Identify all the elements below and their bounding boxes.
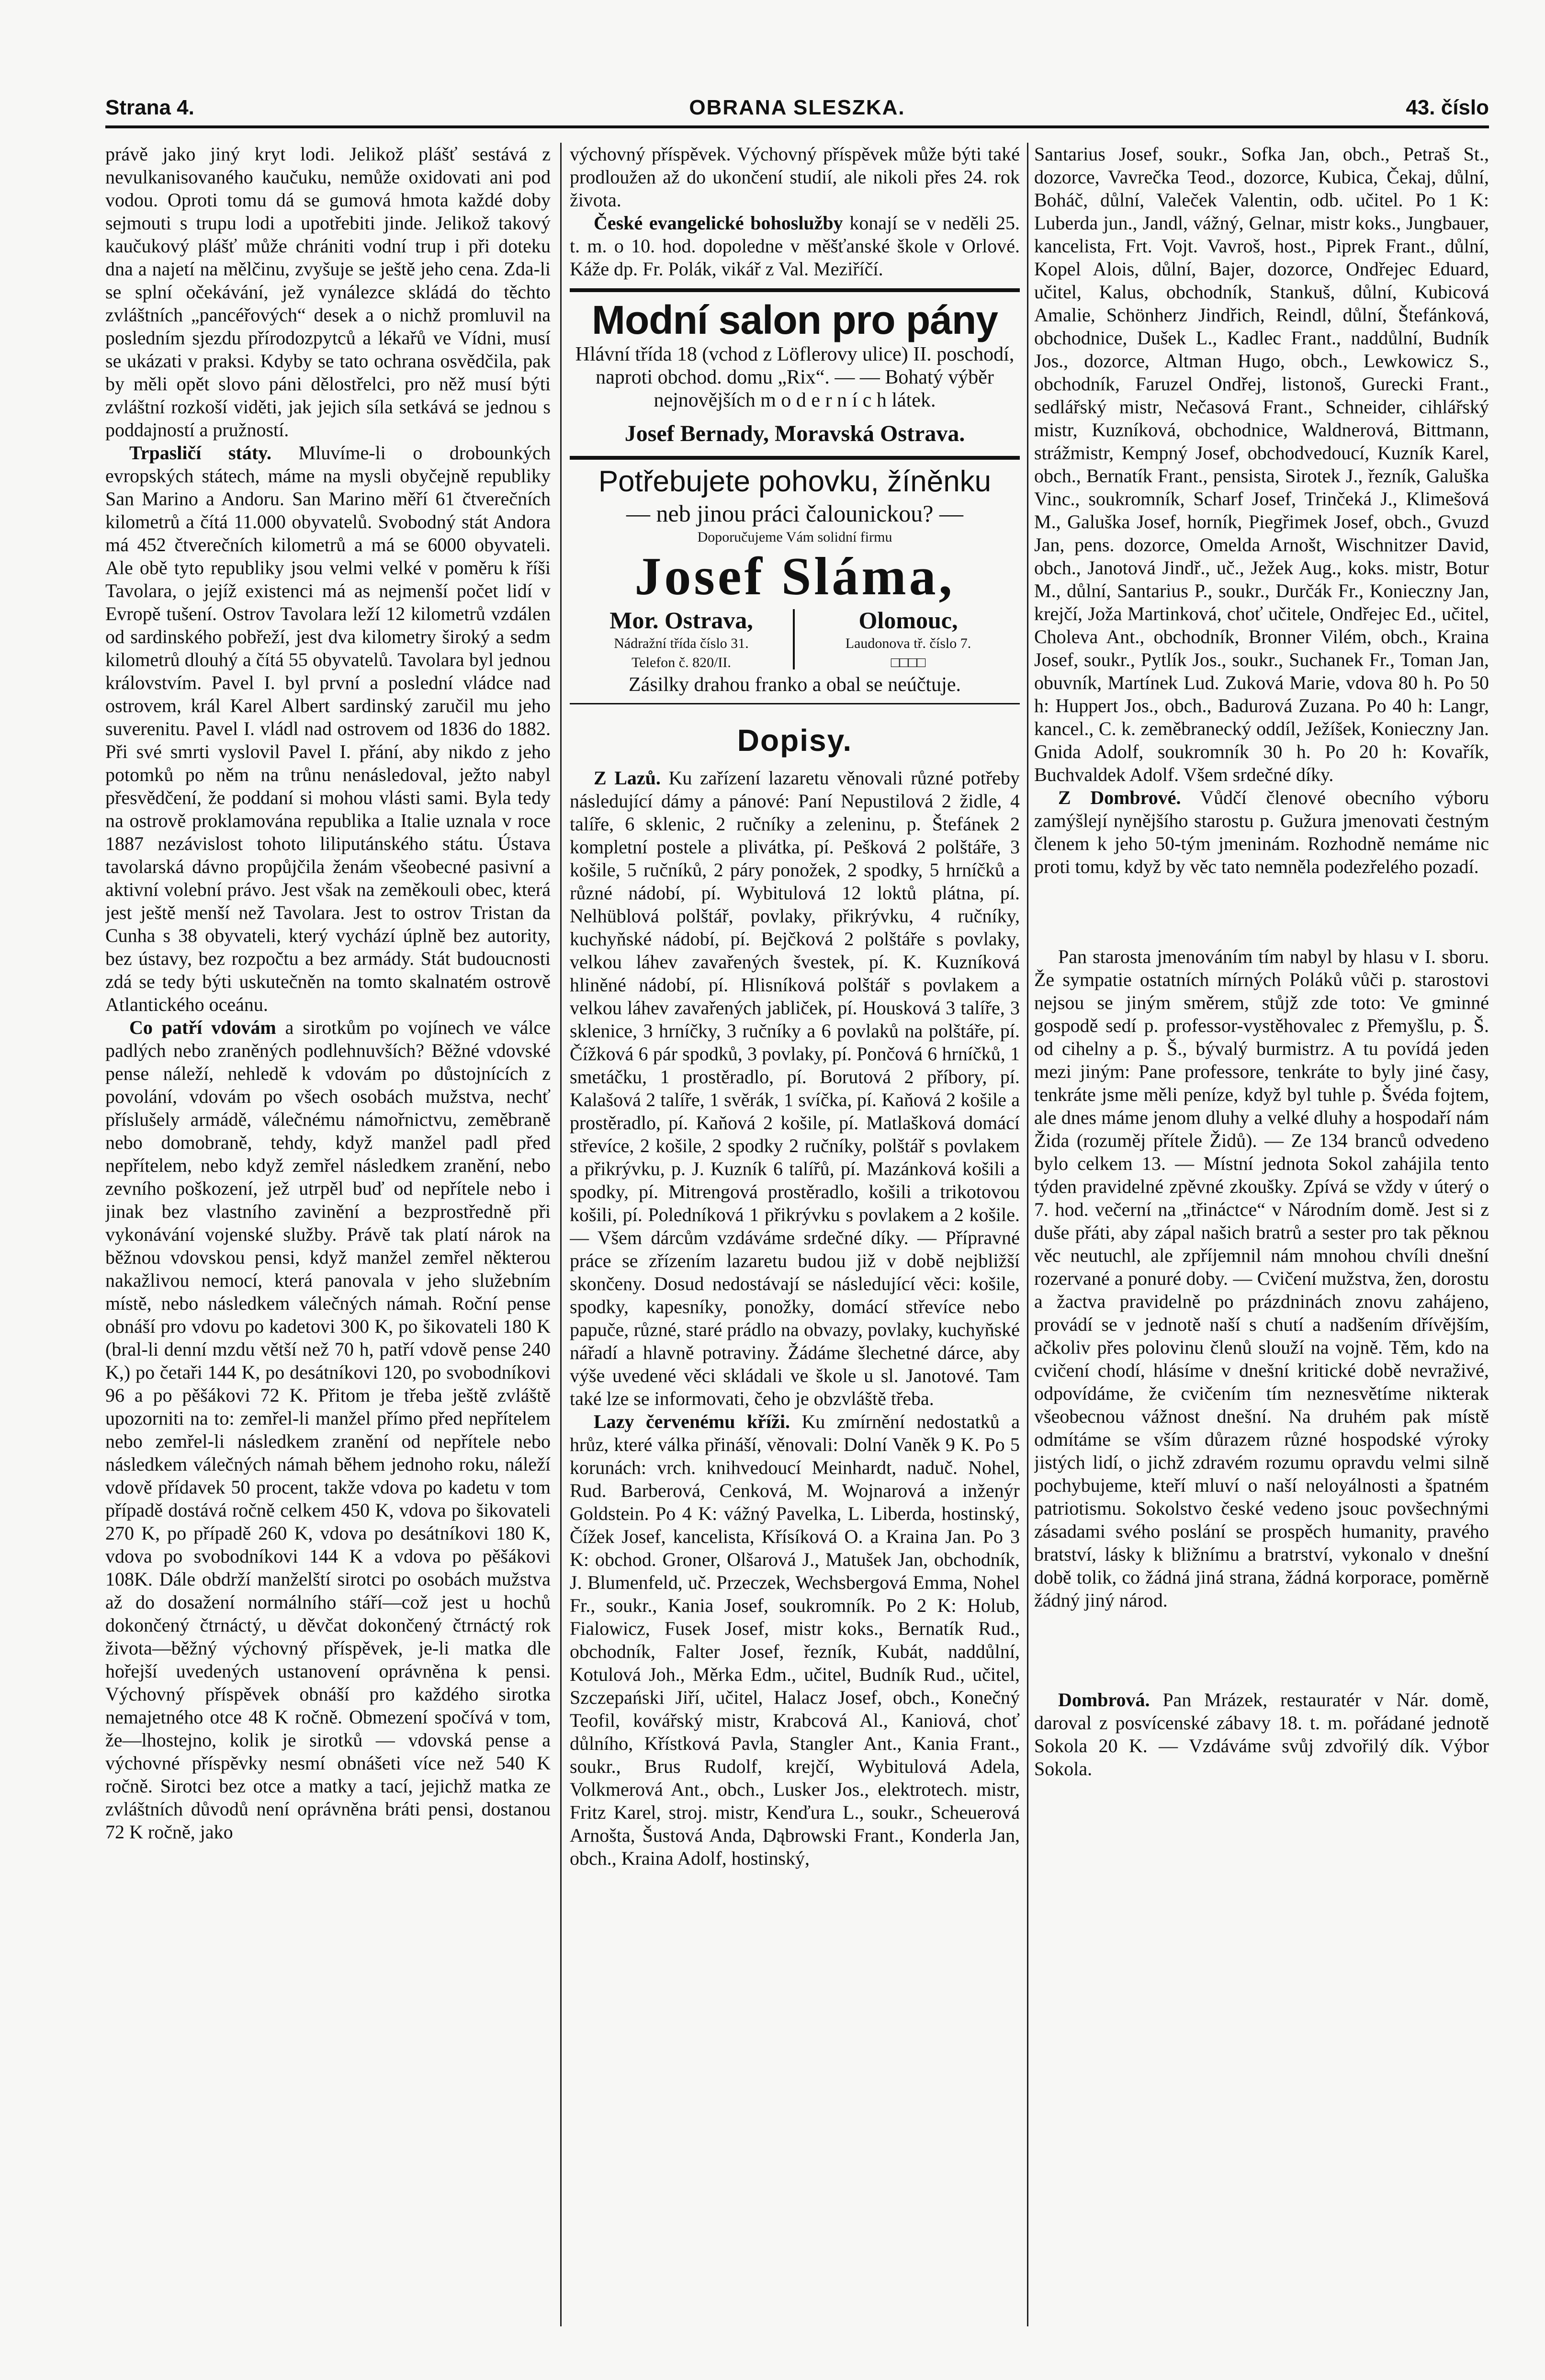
article-body: Vůdčí členové obecního výboru zamýšlejí nynějšího starostu p. Gužura jmenovati čestným členem k jeho 50-tým jmeninám. Rozhodně nemáme nic proti tomu, když by věc tato nemněla podezřelého pozadí. — [1034, 787, 1489, 877]
ad-owner: Josef Bernady, Moravská Ostrava. — [624, 421, 965, 446]
ad-firm-name: Josef Sláma, — [634, 547, 955, 606]
article-trpaslici-staty — [105, 442, 551, 1016]
censored-gap — [1034, 1612, 1489, 1689]
article-body: Ku zmírnění nedostatků a hrůz, které válka přináší, věnovali: Dolní Vaněk 9 K. Po 5 korunách: vrch. knihvedoucí Meinhardt, naduč. Nohel, Rud. Barberová, Cenková, M. Wojnarová a inženýr Goldstein. Po 4 K: vážný Pavelka, L. Liberda, hostinský, Čížek Josef, kancelista, Křísíková O. a Kraina Jan. Po 3 K: obchod. Groner, Olšarová J., Matušek Jan, obchodník, J. Blumenfeld, uč. Przeczek, Wechsbergová Emma, Nohel Fr., soukr., Kania Josef, soukromník. Po 2 K: Holub, Fialowicz, Fusek Josef, mistr koks., Bernatík Rud., obchodník, Falter Josef, řezník, Kubát, naddůlní, Kotulová Joh., Měrka Edm., učitel, Budník Rud., učitel, Szczepański Jiří, učitel, Halacz Josef, obch., Konečný Teofil, kovářský mistr, Krabcová Al., Kaniová, choť důlního, Křístková Pavla, Stangler Ant., Kania Frant., soukr., Brus Rudolf, krejčí, Wybitulová Adela, Volkmerová Ant., obch., Lusker Jos., elektrotech. mistr, Fritz Karel, stroj. mistr, Kenďura L., soukr., Scheuerová Arnošta, Šustová Anda, Dąbrowski Frant., Konderla Jan, obch., Kraina Adolf, hostinský, — [570, 1411, 1020, 1869]
article-vdovam — [105, 1016, 551, 1844]
advertisement-sláma — [570, 465, 1020, 697]
article-bohosluzby — [570, 212, 1020, 281]
article-heading: Lazy červenému kříži. — [594, 1411, 790, 1432]
column-1 — [105, 143, 551, 2326]
newspaper-title: OBRANA SLESZKA. — [689, 96, 905, 119]
city-name: Olomouc, — [858, 607, 958, 634]
ad-title: Modní salon pro pány — [591, 297, 998, 342]
article-starosta: Pan starosta jmenováním tím nabyl by hlasu v I. sboru. Že sympatie ostatních mírných Poláků vůči p. starostovi nejsou se jiným směrem, stůjž zde toto: Ve gminné gospodě sedí p. professor-vystěhovalec z Přemyšlu, p. Š. od cihelny a p. Š., bývalý burmistrz. A tu povídá jeden mezi jiným: Pane professore, tenkráte to byly jiné časy, tenkráte jsme měli peníze, když byl tuhle p. Švéda fojtem, ale dnes máme jenom dluhy a velké dluhy a hospodaří nám Žida (rozuměj přítele Židů). — Ze 134 branců odvedeno bylo celkem 13. — Místní jednota Sokol zahájila tento týden pravidelné zpěvné zkoušky. Zpívá se vždy v úterý o 7. hod. večerní na „třináctce“ v Národním domě. Jest si z duše přáti, aby zápal našich bratrů a sester pro tak pěknou věc neutuchl, ale zpříjemnil nám mnohou chvíli dnešní rozervané a ponuré doby. — Cvičení mužstva, žen, dorostu a žactva pravidelně po prázdninách znovu zahájeno, provádí se v jednotě naší s chutí a nadšením dřívějším, ačkoliv přes polovinu členů slouží na vojně. Těm, kdo na cvičení chodí, hlásíme v dnešní kritické době nevraživé, odpovídáme, že cvičením tím neznesvětíme nikterak všeobecnou vážnost dnešní. Na druhém pak místě odmítáme se vším důrazem různé hospodské výroky jistých lidí, o jichž zdravém rozumu opravdu velmi silně pochybujeme, kteří mluví o naší neloyálnosti a špatném patriotismu. Sokolstvo české vedeno jsouc povšechnými zásadami svého poslání se prospěch humanity, pravého bratství, lásky k bližnímu a bratrství, vykonalo v dnešní době tolik, co žádná jiná strana, žádná korporace, poměrně žádný jiný národ. — [1034, 946, 1489, 1611]
location-olomouc — [797, 606, 1020, 672]
article-body: Ku zařízení lazaretu věnovali různé potřeby následující dámy a pánové: Paní Nepustilová 2 židle, 4 talíře, 6 sklenic, 2 ručníky a zeleninu, p. Štefánek 2 kompletní postele a plivátka, pí. Pešková 2 polštáře, 3 košile, 5 ručníků, 2 páry ponožek, 2 spodky, 5 hrníčků a různé nádobí, pí. Wybitulová 12 loktů plátna, pí. Nelhüblová polštář, povlaky, přikrývku, 4 ručníky, kuchyňské nádobí, pí. Bejčková 2 polštáře s povlaky, velkou láhev zavařených švestek, pí. K. Kuzníková hliněné nádobí, pí. Hlisníková polštář s povlakem a velkou láhev zavařených jabliček, pí. Housková 3 talíře, 3 sklenice, 3 hrníčky, 3 ručníky a 6 povlaků na polštáře, pí. Čížková 6 pár spodků, 3 povlaky, pí. Pončová 6 hrníčků, 1 smetáčku, 1 prostěradlo, pí. Borutová 2 příbory, pí. Kalašová 2 talíře, 1 svěrák, 1 svíčka, pí. Kaňová 2 košile a prostěradlo, pí. Kaňová 2 košile, pí. Matlašková domácí střevíce, 2 košile, 2 spodky 2 ručníky, polštář s povlakem a přikrývku, p. J. Kuzník 6 talířů, pí. Mazánková košili a spodky, pí. Mitrengová prostěradlo, košili a trikotovou košili, pí. Poledníková 1 přikrývku s povlakem a 2 košile. — Všem dárcům vzdáváme srdečné díky. — Přípravné práce se zřízením lazaretu budou již v době nejbližší skončeny. Dosud nedostávají se následující věci: košile, spodky, kapesníky, ponožky, domácí střevíce nebo papuče, různé, staré prádlo na obvazy, povlaky, kuchyňské nářadí a hlavně potraviny. Žádáme šlechetné dárce, aby výše uvedené věci skládali ve škole u sl. Janotové. Tam také lze se informovati, čeho je obzvláště třeba. — [570, 767, 1020, 1409]
article-z-lazu — [570, 767, 1020, 1410]
page-number: Strana 4. — [105, 96, 194, 119]
article-continuation: výchovný příspěvek. Výchovný příspěvek může býti také prodloužen až do ukončení studií, ale nikoli přes 24. rok života. — [570, 143, 1020, 211]
article-heading: Z Lazů. — [594, 767, 661, 789]
article-heading: Z Dombrové. — [1058, 787, 1181, 808]
ad-rule — [570, 703, 1020, 704]
ad-spaced-word: m o d e r n í c h — [760, 389, 887, 411]
article-dombrova — [1034, 1689, 1489, 1780]
article-continuation: právě jako jiný kryt lodi. Jelikož plášť sestává z nevulkanisovaného kaučuku, nemůže oxidovati ani pod vodou. Oproti tomu dá se gumová hmota každé doby sejmouti s trupu lodi a upotřebiti jinde. Jelikož takový kaučukový plášť může chrániti vodní trup i při doteku dna a najetí na mělčinu, zvyšuje se ještě jeho cena. Zda-li se splní očekávání, jež vynálezce skládá do těchto zvláštních „pancéřových“ desek a o nichž promluvil na posledním sjezdu přírodozpytců a lékařů ve Vídni, musí se ukázati v praksi. Kdyby se tato ochrana osvědčila, pak by měli opět slovo páni dělostřelci, pro něž musí býti zvláštní rozkoší viděti, jak jejich síla setkává se jednou s poddajností a pružností. — [105, 143, 551, 441]
ad-text — [570, 343, 1020, 412]
advertisement-modni-salon — [570, 297, 1020, 448]
city-address: Nádražní třída číslo 31. — [614, 635, 749, 651]
article-heading: Dombrová. — [1058, 1689, 1150, 1711]
article-heading: Trpasličí státy. — [129, 442, 271, 464]
ad-rule — [570, 456, 1020, 460]
article-body: Mluvíme-li o drobounkých evropských státech, máme na mysli obyčejně republiky San Marino a Andoru. San Marino měří 61 čtverečních kilometrů a čítá 11.000 obyvatelů. Svobodný stát Andora má 452 čtverečních kilometrů a má se 6000 obyvateli. Ale obě tyto republiky jsou velmi velké v poměru k říši Tavolara, o jejíž existenci má as nejmenší počet lidí v Evropě tušení. Ostrov Tavolara leží 12 kilometrů vzdálen od sardinského pobřeží, jest dva kilometry široký a sedm kilometrů dlouhý a čítá 55 obyvatelů. Tavolara byl jednou královstvím. Pavel I. byl první a poslední vládce nad ostrovem, král Karel Albert sardinský zaručil mu jeho suverenitu. Pavel I. vládl nad ostrovem od 1836 do 1882. Při své smrti vyslovil Pavel I. přání, aby nikdo z jeho potomků po něm na trůnu nenásledoval, ježto nabyl přesvědčení, že poddaní si mohou vlásti sami. Byla tedy na ostrově proklamována republika a Italie uznala v roce 1887 nezávislost tohoto liliputánského státu. Ústava tavolarská dávno propůjčila ženám všeobecné pasivní a aktivní volební právo. Jest však na zeměkouli obec, která jest ještě menší než Tavolara. Jest to ostrov Tristan da Cunha s 38 obyvateli, který vychází úplně bez autority, bez ústavy, bez rozpočtu a bez armády. Stát budoucnosti zdá se tedy býti uskutečněn na tomto skalnatém ostrově Atlantického oceánu. — [105, 442, 551, 1015]
column-2 — [570, 143, 1020, 2326]
city-address: Laudonova tř. číslo 7. — [845, 635, 971, 651]
ad-line: látek. — [891, 389, 936, 411]
ad-locations — [570, 606, 1020, 672]
article-body: Pan Mrázek, restauratér v Nár. domě, daroval z posvícenské zábavy 18. t. m. pořádané jednotě Sokola 20 K. — Vzdáváme svůj zdvořilý dík. Výbor Sokola. — [1034, 1689, 1489, 1779]
article-continuation: Santarius Josef, soukr., Sofka Jan, obch., Petraš St., dozorce, Vavrečka Teod., dozorce, Kubica, Čekaj, důlní, Boháč, důlní, Valeček Valentin, odb. učitel. Po 1 K: Luberda jun., Jandl, vážný, Gelnar, mistr koks., Jungbauer, kancelista, Frt. Vojt. Vavroš, host., Piprek Frant., důlní, Kopel Alois, důlní, Bajer, dozorce, Ondřejec Eduard, učitel, Kalus, obchodník, Stankuš, důlní, Kubicová Amalie, Schönherz Jindřich, Reindl, důlní, Štefánková, obchodnice, Dušek L., Kadlec Frant., naddůlní, Budník Jos., dozorce, Altman Hugo, obch., Lewkowicz S., obchodník, Faruzel Ondřej, listonoš, Gurecki Frant., sedlářský mistr, Nečasová Frant., Schneider, cihlářský mistr, Kuzníková, obchodnice, Waldnerová, Bittmann, strážmistr, Kempný Josef, obchodvedoucí, Kuzník Karel, obch., Bernatík Frant., pensista, Sirotek J., řezník, Galuška Vinc., soukromník, Scharf Josef, Trinčeká J., Klimešová M., Galuška Josef, horník, Piegřimek Josef, obch., Gvuzd Jan, pens. dozorce, Omelda Arnošt, Wischnitzer David, obch., Janotová Jindř., uč., Ježek Aug., koks. mistr, Botur M., důlní, Santarius P., soukr., Durčák Fr., Konieczny Jan, krejčí, Joža Martinková, choť učitele, Ondřejec Ed., učitel, Choleva Ant., obchodník, Bronner Vilém, obch., Kraina Josef, soukr., Pytlík Jos., soukr., Suchanek Fr., Toman Jan, obuvník, Martínek Lud. Zuková Marie, vdova 80 h. Po 50 h: Huppert Jos., obch., Badurová Zuzana. Po 40 h: Langr, kancel., C. k. zeměbranecký oddíl, Ježíšek, Konieczny Jan. Gnida Adolf, soukromník 30 h. Po 20 h: Kovařík, Buchvaldek Adolf. Všem srdečné díky. — [1034, 143, 1489, 785]
issue-number: 43. číslo — [1406, 96, 1489, 119]
column-divider — [1027, 143, 1028, 2326]
page-header — [105, 86, 1489, 129]
location-ostrava — [570, 606, 793, 672]
location-divider — [793, 609, 797, 669]
article-body: a sirotkům po vojínech ve válce padlých nebo zraněných podlehnuvších? Běžné vdovské pense náleží, nehledě k vdovám po důstojnících z povolání, vdovám po všech osobách mužstva, nechť příslušely armádě, válečnému námořnictvu, zeměbraně nebo domobraně, tehdy, když manžel padl před nepřítelem, nebo když zemřel následkem zranění, nebo zevního poškození, jež utrpěl buď od nepřítele nebo i jinak bez vlastního zavinění a bezprostředně při vykonávání vojenské služby. Právě tak platí nárok na běžnou vdovskou pensi, když manžel zemřel některou nakažlivou nemocí, která panovala v jeho služebním místě, nebo následkem válečných námah. Roční pense obnáší pro vdovu po kadetovi 300 K, po šikovateli 180 K (bral-li denní mzdu větší než 70 h, patří vdově pense 240 K,) po četaři 144 K, po desátníkovi 120, po svobodníkovi 96 a po pěšákovi 72 K. Přitom je třeba ještě zvláště upozorniti na to: zemřel-li manžel přímo před nepřítelem nebo zemřel-li následkem zranění od nepřítele nebo následkem válečných námah během jednoho roku, náleží vdově přídavek 50 procent, takže vdova po kadetu v tom případě dostává ročně celkem 450 K, vdova po šikovateli 270 K, po případě 260 K, vdova po desátníkovi 180 K, vdova po svobodníkovi 144 K a vdova po pěšákovi 108K. Dále obdrží manželští sirotci po osobách mužstva až do dosažení normálního stáří—což jest u hochů dokončený čtrnáctý, u děvčat dokončený čtrnáctý rok života—běžný výchovný příspěvek, je-li matka dle hořejší uvedených ustanovení oprávněna k pensi. Výchovný příspěvek obnáší pro každého sirotka nemajetného otce 48 K ročně. Obmezení spočívá v tom, že—lhostejno, kolik je sirotků — vdovská pense a výchovné příspěvky nesmí obnášeti více než 540 K ročně. Sirotci bez otce a matky a tací, jejichž matka ze zvláštních důvodů není oprávněna bráti pensi, dostanou 72 K ročně, jako — [105, 1017, 551, 1843]
header-rule — [105, 125, 1489, 128]
article-z-dombrove — [1034, 786, 1489, 878]
section-heading-dopisy: Dopisy. — [737, 723, 853, 758]
ad-line: Hlávní třída 18 (vchod z Löflerovy ulice) II. poschodí, naproti obchod. domu „Rix“. — — Bohatý výběr nejnovějších — [575, 343, 1015, 411]
ad-footer: Zásilky drahou franko a obal se neúčtuje. — [629, 674, 961, 696]
article-heading: Co patří vdovám — [129, 1017, 276, 1038]
column-divider — [560, 143, 562, 2326]
article-body: konají se v neděli 25. t. m. o 10. hod. dopoledne v měšťanské škole v Orlové. Káže dp. Fr. Polák, vikář z Val. Meziříčí. — [570, 212, 1020, 280]
ad-subline: — neb jinou práci čalounickou? — — [626, 500, 963, 527]
article-heading: České evangelické bohoslužby — [594, 212, 843, 234]
article-cerveny-kriz — [570, 1410, 1020, 1870]
ad-headline: Potřebujete pohovku, žíněnku — [598, 465, 992, 498]
ad-rule — [570, 288, 1020, 292]
city-phone: Telefon č. 820/II. — [632, 655, 731, 670]
censored-gap — [1034, 878, 1489, 945]
city-name: Mor. Ostrava, — [609, 607, 753, 634]
column-3 — [1034, 143, 1489, 2326]
ad-recommend: Doporučujeme Vám solidní firmu — [697, 529, 892, 545]
ornament: □□□□ — [891, 655, 926, 670]
